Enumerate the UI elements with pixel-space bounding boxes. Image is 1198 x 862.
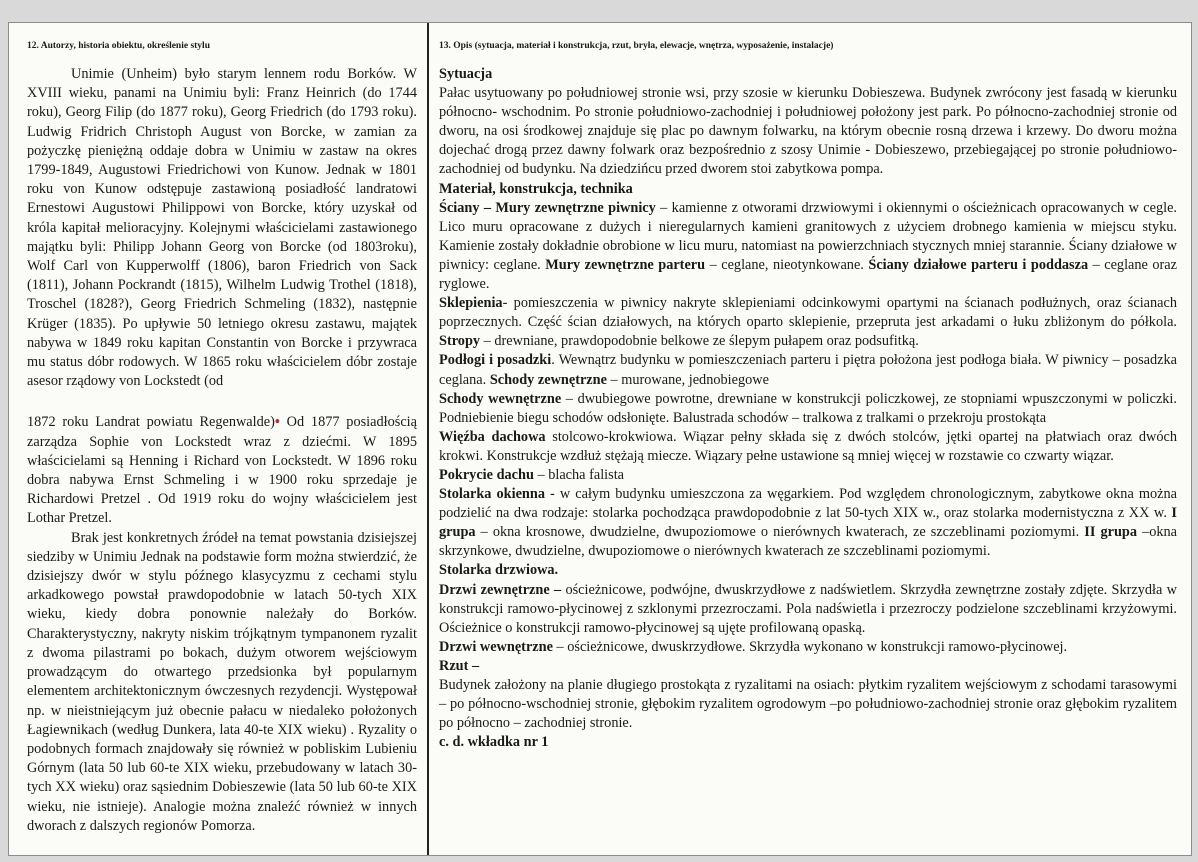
left-column: [9, 23, 429, 855]
drzwi-zewnetrzne-paragraph: Drzwi zewnętrzne – ościeżnicowe, podwójne, dwuskrzydłowe z nadświetlem. Skrzydła zewnętrzne zostały zdjęte. Skrzydła w konstrukcji ramowo-płycinowej z szklonymi przezroczami. Pola nadświetla i przezroczy podzielone szczeblinami krzyżowymi. Ościeżnice o konstrukcji ramowo-płycinowej są ujęte profilowaną opaską.: [439, 581, 1177, 636]
rzut-title: Rzut –: [439, 657, 480, 674]
schody-paragraph: Schody wewnętrzne – dwubiegowe powrotne, drewniane w konstrukcji policzkowej, ze stopniami wpuszczonymi w policzki. Podniebienie biegu schodów odsłonięte. Balustrada schodów – tralkowa z tralkami o przekroju prostokąta: [439, 390, 1177, 426]
right-column: [429, 23, 1191, 855]
history-paragraph-1: Unimie (Unheim) było starym lennem rodu Borków. W XVIII wieku, panami na Unimiu byli: Franz Heinrich (do 1744 roku), Georg Filip (do 1877 roku), Georg Friedrich (do 1793 roku). Ludwig Fridrich Christoph August von Borcke, w zamian za pożyczkę pieniężną oddaje dobra w Unimiu w zastaw na okres 1799-1849, Augustowi Friedrichowi von Kunow. Jednak w 1801 roku von Kunow odstępuje zastawioną posiadłość landratowi Ernestowi Augustowi Philippowi von Borcke, który uzyskał od króla kapitał melioracyjny. Kolejnymi właścicielami zastawionego majątku byli: Philipp Johann Georg von Borcke (od 1803roku), Wolf Carl von Kupperwolff (1806), baron Friedrich von Sack (1811), Johann Pockrandt (1815), Wilhelm Ludwig Trothel (1818), Troschel (1828?), Georg Friedrich Schmeling (1832), następnie Krüger (1835). Po upływie 50 letniego okresu zastawu, majątek nabywa w 1849 roku kapitan Constantin von Borcke i przywraca mu status dóbr rodowych. W 1865 roku właścicielem dóbr zostaje asesor rządowy von Lockstedt (od: [27, 66, 417, 390]
sytuacja-text: Pałac usytuowany po południowej stronie wsi, przy szosie w kierunku Dobieszewa. Budynek zwrócony jest fasadą w kierunku północno- wschodnim. Po stronie południowo-zachodniej i południowej położony jest park. Po północno-zachodniej stronie od dworu, na osi środkowej znajduje się plac po dawnym folwarku, na którym obecnie rosną drzewa i krzewy. Do dworu można dojechać drogą przez dawny folwark oraz bezpośrednio z szosy Unimie - Dobieszewo, przebiegającej po stronie południowo-zachodniej od budynku. Na dziedzińcu przed dworem stoi zabytkowa pompa.: [439, 85, 1177, 178]
okna-paragraph: Stolarka okienna - w całym budynku umieszczona za węgarkiem. Pod względem chronologicznym, zabytkowe okna można podzielić na dwa rodzaje: stolarka pochodząca prawdopodobnie z lat 50-tych XIX w., oraz stolarka modernistyczna z XX w. I grupa – okna krosnowe, dwudzielne, dwupoziomowe o nierównych kwaterach, ze szczeblinami poziomymi. II grupa –okna skrzynkowe, dwudzielne, dwupoziomowe o nierównych kwaterach ze szczeblinami poziomymi.: [439, 486, 1178, 560]
history-text: [27, 65, 417, 836]
description-text: [439, 65, 1177, 752]
sklepienia-paragraph: Sklepienia- pomieszczenia w piwnicy nakryte sklepieniami odcinkowymi opartymi na ścianach podłużnych, oraz ścianach poprzecznych. Część ścian działowych, na których oparto sklepienie, przeprutа jest arkadami o łuku zbliżonym do półkola. Stropy – drewniane, prawdopodobnie belkowe ze ślepym pułapem oraz podsufitką.: [439, 295, 1177, 350]
podlogi-paragraph: Podłogi i posadzki. Wewnątrz budynku w pomieszczeniach parteru i piętra położona jest podłoga biała. W piwnicy – posadzka ceglana. Schody zewnętrzne – murowane, jednobiegowe: [439, 352, 1177, 388]
sciany-paragraph: Ściany – Mury zewnętrzne piwnicy – kamienne z otworami drzwiowymi i okiennymi o ościeżnicach opracowanych w cegle. Lico muru opracowane z dużych i nieregularnych kamieni granitowych z użyciem drobnego kamienia w miejscu styku. Kamienie zostały dokładnie obrobione w licu muru, natomiast na powierzchniach stycznych mniej starannie. Ściany działowe w piwnicy: ceglane. Mury zewnętrzne parteru – ceglane, nieotynkowane. Ściany działowe parteru i poddasza – ceglane oraz ryglowe.: [439, 199, 1177, 293]
history-paragraph-3: Brak jest konkretnych źródeł na temat powstania dzisiejszej siedziby w Unimiu Jednak na podstawie form można stwierdzić, że dzisiejszy dwór w stylu późnego klasycyzmu z cechami stylu arkadkowego powstał prawdopodobnie w latach 50-tych XIX wieku, kiedy dobra ponownie należały do Borków. Charakterystyczny, nakryty niskim trójkątnym tympanonem ryzalit z dwoma pilastrami po bokach, dużym otworem wejściowym prowadzącym do otwartego przedsionka był popularnym elementem architektonicznym ówczesnych rezydencji. Występował np. w nieistniejącym już obecnie pałacu w niedaleko położonych Łagiewnikach (według Dunkera, lata 40-te XIX wieku) . Ryzality o podobnych formach znajdowały się również w pobliskim Lubieniu Górnym (lata 50 lub 60-te XIX wieku, przebudowany w latach 30-tych XX wieku) oraz sąsiednim Dobieszewie (lata 50 lub 60-te XIX wieku, nie istnieje). Analogie można znaleźć również w innych dworach z dalszych regionów Pomorza.: [27, 529, 417, 834]
drzwiowa-title: Stolarka drzwiowa.: [439, 562, 559, 579]
wiezba-paragraph: Więźba dachowa stolcowo-krokwiowa. Wiązar pełny składa się z dwóch stolców, jętki opartej na płatwiach oraz dwóch krokwi. Konstrukcje wzdłuż stężają miecze. Wiązary pełne ustawione są mniej więcej w rozstawie co czwarty wiązar.: [439, 428, 1177, 464]
section-heading-12: 12. Autorzy, historia obiektu, określenie stylu: [27, 41, 210, 51]
history-paragraph-2: 1872 roku Landrat powiatu Regenwalde)• Od 1877 posiadłością zarządza Sophie von Lockstedt wraz z dziećmi. W 1895 właścicielami są Henning i Richard von Lockstedt. W 1896 roku dobra nabywa Ernst Schmeling i w 1900 roku sprzedaje je Richardowi Pretzel . Od 1919 roku do wojny właścicielem jest Lothar Pretzel.: [27, 414, 417, 527]
document-page: [8, 22, 1192, 856]
pokrycie-paragraph: Pokrycie dachu – blacha falista: [439, 466, 625, 483]
red-dot-mark: •: [274, 414, 280, 431]
section-heading-13: 13. Opis (sytuacja, materiał i konstrukcja, rzut, bryła, elewacje, wnętrza, wyposażenie, instalacje): [439, 41, 834, 51]
continuation-note: c. d. wkładka nr 1: [439, 734, 549, 751]
drzwi-wewnetrzne-paragraph: Drzwi wewnętrzne – ościeżnicowe, dwuskrzydłowe. Skrzydła wykonano w konstrukcji ramowo-płycinowej.: [439, 638, 1068, 655]
sytuacja-title: Sytuacja: [439, 66, 493, 82]
rzut-text: Budynek założony na planie długiego prostokąta z ryzalitami na osiach: płytkim ryzalitem wejściowym z schodami tarasowymi – po północno-wschodniej stronie, głębokim ryzalitem ogrodowym –po południowo-zachodniej stronie oraz głębokim ryzalitem po północno – zachodniej stronie.: [439, 677, 1177, 732]
material-title: Materiał, konstrukcja, technika: [439, 180, 633, 197]
